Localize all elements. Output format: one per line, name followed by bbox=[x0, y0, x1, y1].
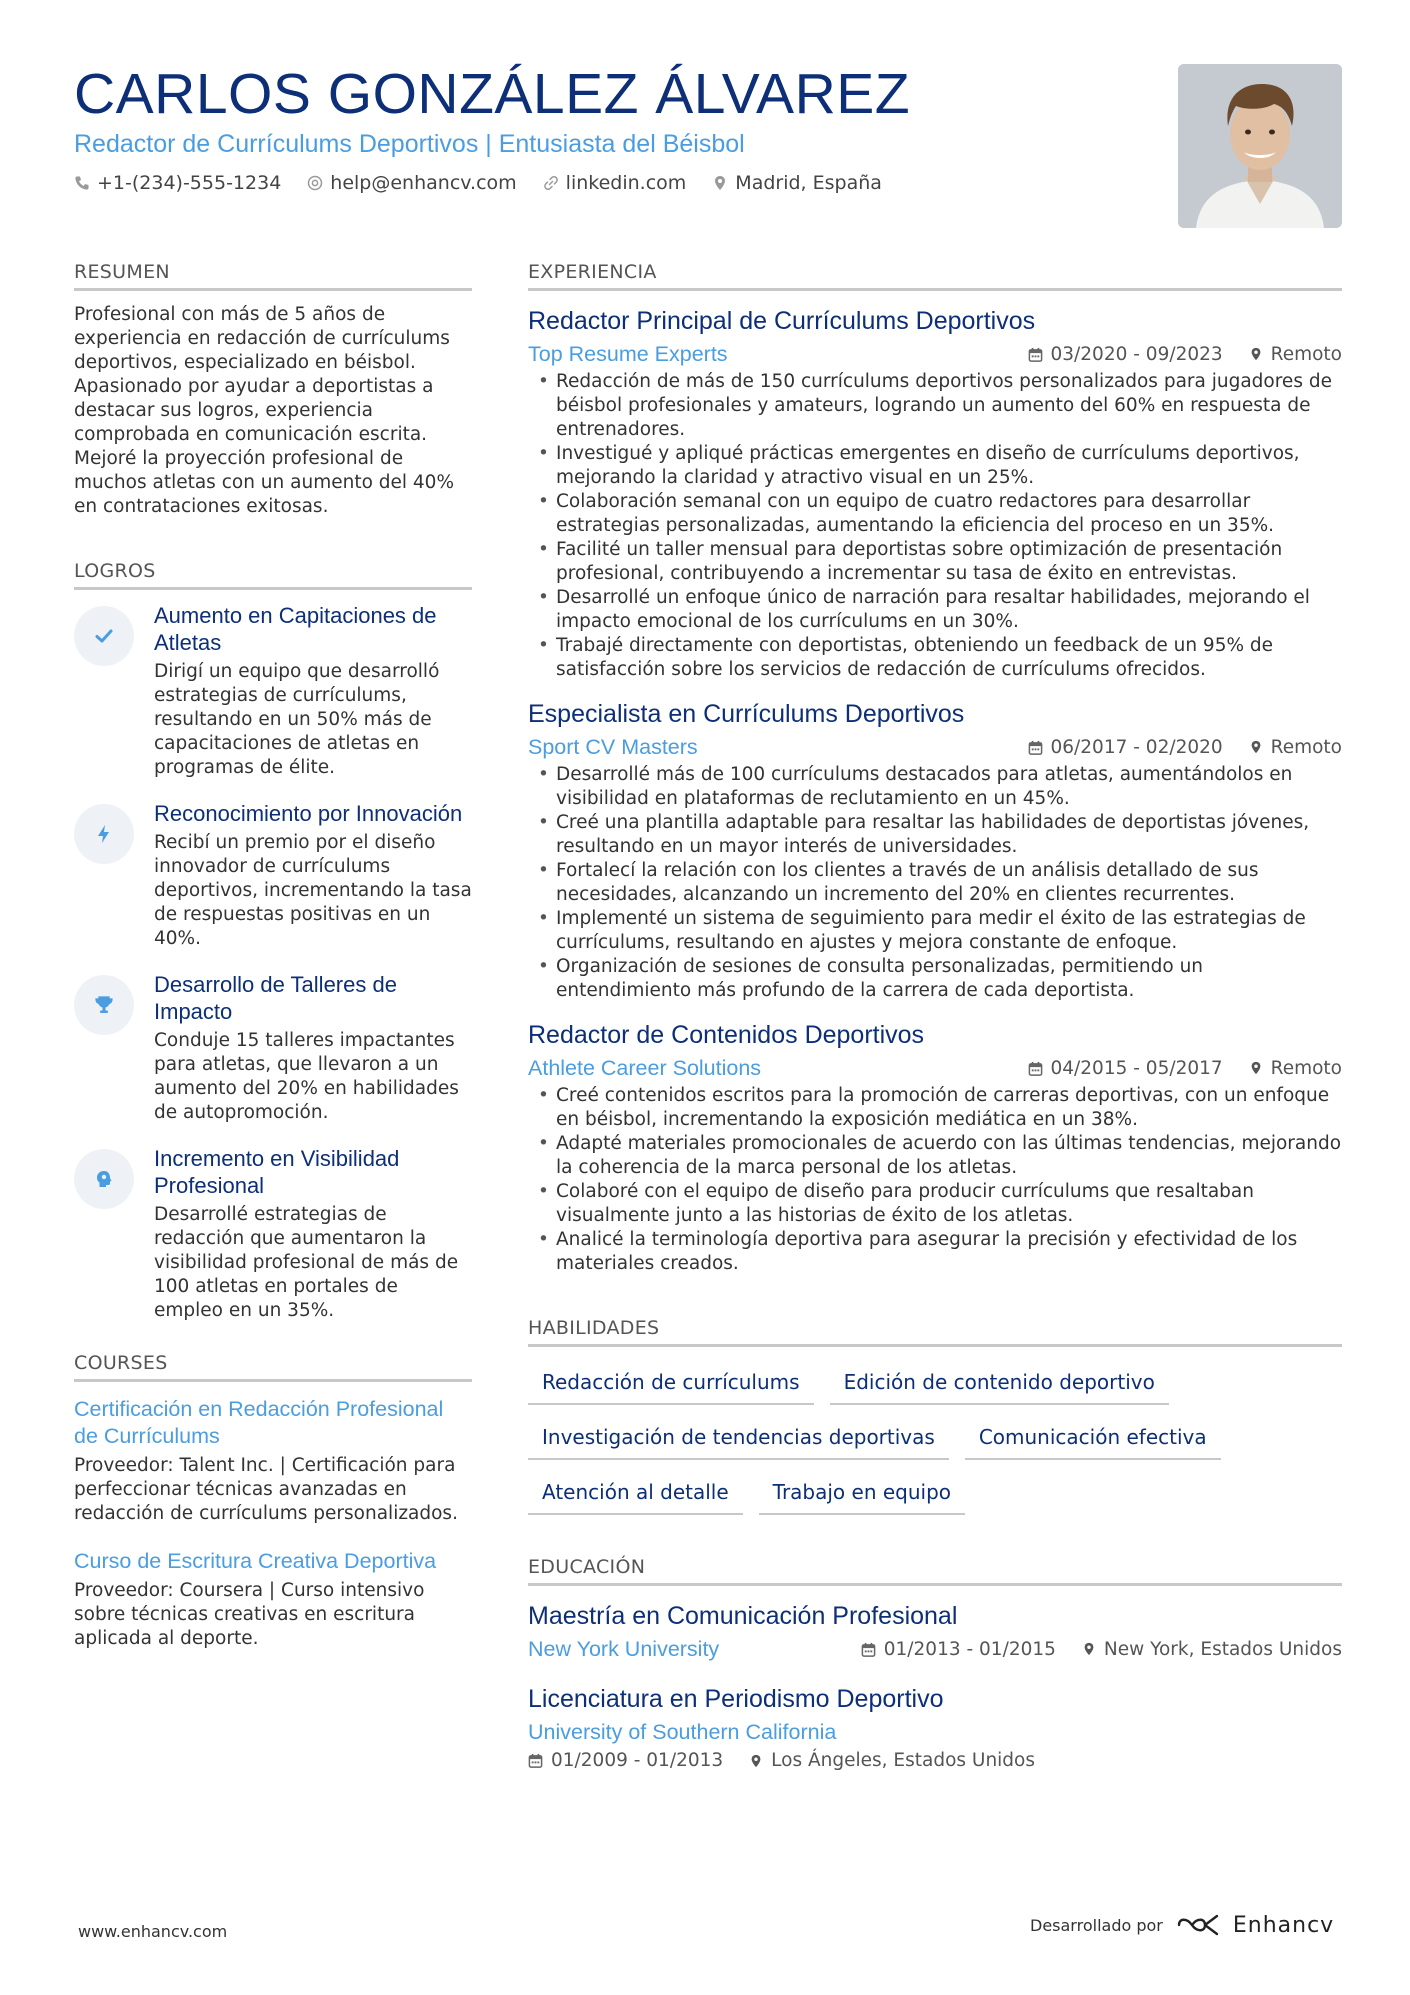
profile-photo bbox=[1178, 64, 1342, 228]
skill-tag: Redacción de currículums bbox=[528, 1363, 814, 1405]
edu-dates-text: 01/2009 - 01/2013 bbox=[551, 1750, 724, 1771]
achievement-icon-wrap bbox=[74, 1149, 134, 1209]
job-dates bbox=[1028, 737, 1223, 758]
left-column bbox=[74, 260, 472, 1651]
location-pin-icon bbox=[1082, 1641, 1096, 1657]
check-icon bbox=[93, 625, 115, 647]
footer-website[interactable]: www.enhancv.com bbox=[78, 1922, 228, 1941]
achievement-icon-wrap bbox=[74, 606, 134, 666]
job-bullets bbox=[528, 763, 1342, 1003]
course-title: Curso de Escritura Creativa Deportiva bbox=[74, 1549, 437, 1573]
enhancv-logo-icon bbox=[1175, 1912, 1221, 1938]
edu-dates bbox=[528, 1750, 723, 1771]
location-text: Madrid, España bbox=[735, 172, 882, 194]
job-dates-text: 03/2020 - 09/2023 bbox=[1050, 343, 1223, 365]
edu-location-text: Los Ángeles, Estados Unidos bbox=[771, 1750, 1036, 1771]
bullet-item: • Fortalecí la relación con los clientes a través de un análisis detallado de sus necesidades, alcanzando un incremento del 20% en clientes recurrentes. bbox=[528, 859, 1342, 907]
achievements-section bbox=[74, 559, 472, 1323]
bullet-item: • Desarrollé más de 100 currículums destacados para atletas, aumentándolos en visibilidad en plataformas de reclutamiento en un 45%. bbox=[528, 763, 1342, 811]
edu-location bbox=[749, 1750, 1035, 1771]
skills-heading: HABILIDADES bbox=[528, 1316, 1342, 1347]
bullet-item: • Trabajé directamente con deportistas, obteniendo un feedback de un 95% de satisfacción sobre los servicios de redacción de currículums ofrecidos. bbox=[528, 634, 1342, 682]
job-company: Athlete Career Solutions bbox=[528, 1056, 762, 1080]
education-section bbox=[528, 1555, 1342, 1771]
contact-email[interactable] bbox=[307, 172, 516, 194]
summary-text: Profesional con más de 5 años de experiencia en redacción de currículums deportivos, especializado en béisbol. Apasionado por ayudar a deportistas a destacar sus logros, experiencia comprobada en comunicación escrita. Mejoré la proyección profesional de muchos atletas con un aumento del 40% en contrataciones exitosas. bbox=[74, 304, 455, 517]
brand-name: Enhancv bbox=[1232, 1912, 1335, 1938]
bullet-item: • Analicé la terminología deportiva para asegurar la precisión y efectividad de los materiales creados. bbox=[528, 1228, 1342, 1276]
achievement-title: Incremento en Visibilidad Profesional bbox=[154, 1146, 400, 1198]
job-title: Redactor de Contenidos Deportivos bbox=[528, 1021, 925, 1049]
course-text: Proveedor: Talent Inc. | Certificación para perfeccionar técnicas avanzadas en redacción de currículums personalizados. bbox=[74, 1455, 458, 1524]
link-icon bbox=[543, 175, 559, 191]
footer-branding bbox=[1030, 1912, 1334, 1938]
degree-title: Licenciatura en Periodismo Deportivo bbox=[528, 1685, 944, 1713]
achievement-icon-wrap bbox=[74, 975, 134, 1035]
bullet-item: • Redacción de más de 150 currículums deportivos personalizados para jugadores de béisbol profesionales y amateurs, logrando un aumento del 60% en respuesta de entrenadores. bbox=[528, 370, 1342, 442]
linkedin-text: linkedin.com bbox=[565, 172, 687, 194]
job-location-text: Remoto bbox=[1270, 1057, 1342, 1079]
skills-list bbox=[528, 1363, 1342, 1515]
skill-tag: Atención al detalle bbox=[528, 1473, 743, 1515]
calendar-icon bbox=[1028, 1061, 1043, 1076]
achievement-item bbox=[74, 1145, 472, 1323]
achievement-title: Desarrollo de Talleres de Impacto bbox=[154, 972, 397, 1024]
job-location-text: Remoto bbox=[1270, 736, 1342, 758]
job-entry bbox=[528, 1019, 1342, 1276]
bolt-icon bbox=[93, 823, 115, 845]
achievement-title: Aumento en Capitaciones de Atletas bbox=[154, 603, 437, 655]
job-location bbox=[1249, 737, 1342, 758]
calendar-icon bbox=[861, 1642, 876, 1657]
calendar-icon bbox=[528, 1753, 543, 1768]
edu-location bbox=[1082, 1639, 1342, 1660]
job-entry bbox=[528, 698, 1342, 1003]
education-entry bbox=[528, 1600, 1342, 1663]
trophy-icon bbox=[93, 994, 115, 1016]
achievement-text: Recibí un premio por el diseño innovador de currículums deportivos, incrementando la tasa de respuestas positivas en un 40%. bbox=[154, 832, 472, 949]
edu-dates bbox=[861, 1639, 1056, 1660]
job-company: Sport CV Masters bbox=[528, 735, 698, 759]
bullet-item: • Implementé un sistema de seguimiento para medir el éxito de las estrategias de currículums, resultando en ajustes y mejora constante de enfoque. bbox=[528, 907, 1342, 955]
bullet-item: • Organización de sesiones de consulta personalizadas, permitiendo un entendimiento más profundo de la carrera de cada deportista. bbox=[528, 955, 1342, 1003]
course-text: Proveedor: Coursera | Curso intensivo sobre técnicas creativas en escritura aplicada al deporte. bbox=[74, 1580, 425, 1649]
job-dates-text: 06/2017 - 02/2020 bbox=[1050, 736, 1223, 758]
achievement-text: Conduje 15 talleres impactantes para atletas, que llevaron a un aumento del 20% en habilidades de autopromoción. bbox=[154, 1030, 459, 1123]
bullet-item: • Adapté materiales promocionales de acuerdo con las últimas tendencias, mejorando la coherencia de la marca personal de los atletas. bbox=[528, 1132, 1342, 1180]
degree-title: Maestría en Comunicación Profesional bbox=[528, 1602, 958, 1630]
header bbox=[74, 62, 1154, 194]
edu-location-text: New York, Estados Unidos bbox=[1103, 1638, 1342, 1660]
job-entry bbox=[528, 305, 1342, 682]
job-location-text: Remoto bbox=[1270, 343, 1342, 365]
summary-section bbox=[74, 260, 472, 519]
experience-section bbox=[528, 260, 1342, 1276]
skill-tag: Comunicación efectiva bbox=[965, 1418, 1221, 1460]
bullet-item: • Colaboré con el equipo de diseño para producir currículums que resaltaban visualmente junto a las historias de éxito de los atletas. bbox=[528, 1180, 1342, 1228]
location-pin-icon bbox=[1249, 739, 1263, 755]
course-item bbox=[74, 1548, 472, 1651]
location-pin-icon bbox=[1249, 1060, 1263, 1076]
school-name: University of Southern California bbox=[528, 1720, 837, 1744]
avatar-illustration bbox=[1178, 64, 1342, 228]
achievement-title: Reconocimiento por Innovación bbox=[154, 801, 463, 826]
course-item bbox=[74, 1396, 472, 1526]
head-icon bbox=[93, 1168, 115, 1190]
courses-section bbox=[74, 1351, 472, 1651]
candidate-name: CARLOS GONZÁLEZ ÁLVAREZ bbox=[74, 62, 911, 126]
courses-heading: COURSES bbox=[74, 1351, 472, 1382]
achievement-text: Dirigí un equipo que desarrolló estrategias de currículums, resultando en un 50% más de capacitaciones de atletas en programas de élite. bbox=[154, 661, 440, 778]
school-name: New York University bbox=[528, 1637, 720, 1661]
job-bullets bbox=[528, 1084, 1342, 1276]
skill-tag: Edición de contenido deportivo bbox=[830, 1363, 1169, 1405]
job-title: Especialista en Currículums Deportivos bbox=[528, 700, 965, 728]
contact-bar bbox=[74, 172, 1154, 194]
achievement-icon-wrap bbox=[74, 804, 134, 864]
achievements-heading: LOGROS bbox=[74, 559, 472, 590]
phone-text: +1-(234)-555-1234 bbox=[97, 172, 282, 194]
edu-dates-text: 01/2013 - 01/2015 bbox=[883, 1638, 1056, 1660]
contact-phone[interactable] bbox=[74, 172, 281, 194]
bullet-item: • Desarrollé un enfoque único de narración para resaltar habilidades, mejorando el impacto emocional de los currículums en un 30%. bbox=[528, 586, 1342, 634]
skill-tag: Trabajo en equipo bbox=[759, 1473, 965, 1515]
job-title: Redactor Principal de Currículums Deportivos bbox=[528, 307, 1036, 335]
powered-by-text: Desarrollado por bbox=[1030, 1915, 1163, 1935]
contact-location bbox=[712, 172, 882, 194]
education-entry bbox=[528, 1683, 1342, 1771]
calendar-icon bbox=[1028, 347, 1043, 362]
summary-heading: RESUMEN bbox=[74, 260, 472, 291]
bullet-item: • Creé una plantilla adaptable para resaltar las habilidades de deportistas jóvenes, resultando en un mayor interés de universidades. bbox=[528, 811, 1342, 859]
achievement-item bbox=[74, 971, 472, 1125]
job-dates bbox=[1028, 1058, 1223, 1079]
job-dates bbox=[1028, 344, 1223, 365]
experience-heading: EXPERIENCIA bbox=[528, 260, 1342, 291]
location-pin-icon bbox=[712, 175, 728, 191]
right-column bbox=[528, 260, 1342, 1771]
achievement-item bbox=[74, 602, 472, 780]
location-pin-icon bbox=[749, 1753, 763, 1769]
achievement-text: Desarrollé estrategias de redacción que aumentaron la visibilidad profesional de más de 100 atletas en portales de empleo en un 35%. bbox=[154, 1204, 459, 1321]
achievement-item bbox=[74, 800, 472, 951]
email-text: help@enhancv.com bbox=[330, 172, 517, 194]
bullet-item: • Creé contenidos escritos para la promoción de carreras deportivas, con un enfoque en béisbol, incrementando la exposición mediática en un 38%. bbox=[528, 1084, 1342, 1132]
job-bullets bbox=[528, 370, 1342, 682]
bullet-item: • Investigué y apliqué prácticas emergentes en diseño de currículums deportivos, mejorando la claridad y atractivo visual en un 25%. bbox=[528, 442, 1342, 490]
education-heading: EDUCACIÓN bbox=[528, 1555, 1342, 1586]
at-icon bbox=[307, 175, 323, 191]
contact-linkedin[interactable] bbox=[543, 172, 687, 194]
job-dates-text: 04/2015 - 05/2017 bbox=[1050, 1057, 1223, 1079]
phone-icon bbox=[74, 175, 90, 191]
job-location bbox=[1249, 344, 1342, 365]
skill-tag: Investigación de tendencias deportivas bbox=[528, 1418, 949, 1460]
bullet-item: • Colaboración semanal con un equipo de cuatro redactores para desarrollar estrategias personalizadas, aumentando la eficiencia del proceso en un 35%. bbox=[528, 490, 1342, 538]
bullet-item: • Facilité un taller mensual para deportistas sobre optimización de presentación profesional, contribuyendo a incrementar su tasa de éxito en entrevistas. bbox=[528, 538, 1342, 586]
job-location bbox=[1249, 1058, 1342, 1079]
course-title: Certificación en Redacción Profesional de Currículums bbox=[74, 1397, 444, 1448]
skills-section bbox=[528, 1316, 1342, 1515]
candidate-subtitle: Redactor de Currículums Deportivos | Entusiasta del Béisbol bbox=[74, 130, 745, 158]
location-pin-icon bbox=[1249, 346, 1263, 362]
calendar-icon bbox=[1028, 740, 1043, 755]
job-company: Top Resume Experts bbox=[528, 342, 728, 366]
